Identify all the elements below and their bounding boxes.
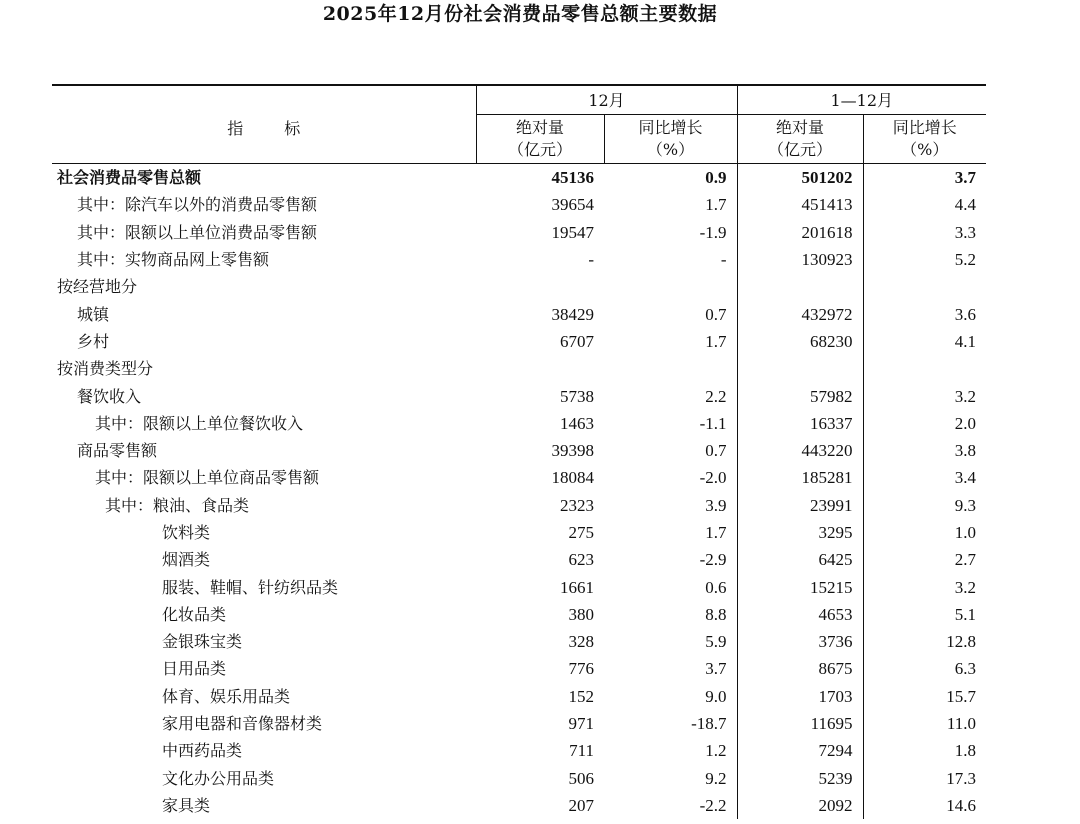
row-label: 家用电器和音像器材类 [162,714,323,734]
ytd-abs-value: 3736 [737,628,863,655]
ytd-abs-value: 432972 [737,300,863,327]
month-yoy-value [604,273,737,300]
ytd-abs-value: 1703 [737,683,863,710]
row-label: 烟酒类 [162,550,211,570]
month-abs-value: 5738 [560,386,594,406]
table-row [52,273,986,300]
ytd-abs-value: 7294 [737,737,863,764]
month-abs-value: 971 [568,714,594,734]
row-label: 化妆品类 [162,604,227,624]
month-abs-value [476,355,604,382]
month-abs-value: 45136 [551,168,594,188]
ytd-yoy-value: 2.0 [954,413,977,433]
ytd-abs-value: 5239 [737,765,863,792]
table-row [52,246,986,273]
ytd-abs-value: 4653 [737,601,863,628]
month-yoy-value: 1.7 [604,328,737,355]
month-yoy-value: 1.2 [604,737,737,764]
month-yoy-value: 1.7 [604,519,737,546]
ytd-yoy-value: 14.6 [946,795,977,815]
ytd-abs-value: 130923 [737,246,863,273]
ytd-yoy-value: 3.3 [954,222,977,242]
table-row [52,492,986,519]
row-label: 餐饮收入 [77,386,142,406]
month-abs-value: 380 [568,604,594,624]
ytd-yoy-value: 3.4 [954,468,977,488]
month-abs-value: 776 [568,659,594,679]
ytd-abs-value: 16337 [737,410,863,437]
month-abs-value: 1463 [560,413,594,433]
page-title: 2025年12月份社会消费品零售总额主要数据 [322,3,718,25]
month-yoy-header-line1: 同比增长 [638,118,703,137]
month-abs-value: 152 [568,686,594,706]
ytd-abs-value: 15215 [737,573,863,600]
row-label: 按经营地分 [57,277,138,297]
ytd-yoy-value: 6.3 [954,659,977,679]
ytd-yoy-value: 2.7 [954,550,977,570]
row-label: 其中：实物商品网上零售额 [77,250,270,270]
ytd-yoy-value: 17.3 [946,768,977,788]
row-label: 其中：除汽车以外的消费品零售额 [77,195,318,215]
month-abs-value: 6707 [560,331,594,351]
ytd-abs-value: 57982 [737,382,863,409]
month-abs-value: 328 [568,632,594,652]
ytd-abs-value: 185281 [737,464,863,491]
table-row [52,219,986,246]
row-label: 体育、娱乐用品类 [162,686,291,706]
ytd-yoy-header-line2: （%） [901,140,949,159]
indicator-header: 指 标 [52,85,476,164]
ytd-yoy-value [863,355,986,382]
month-yoy-value: 0.7 [604,300,737,327]
month-abs-value: 506 [568,768,594,788]
ytd-yoy-header-line1: 同比增长 [892,118,957,137]
row-label: 社会消费品零售总额 [57,168,202,188]
row-label: 其中：粮油、食品类 [105,495,250,515]
row-label: 文化办公用品类 [162,768,275,788]
retail-sales-table [52,84,986,819]
month-yoy-value: 9.2 [604,765,737,792]
ytd-yoy-value: 4.1 [954,331,977,351]
month-abs-value: 18084 [551,468,594,488]
ytd-abs-value: 6425 [737,546,863,573]
row-label: 商品零售额 [77,441,158,461]
ytd-group-header: 1—12月 [737,85,986,115]
table-row [52,601,986,628]
month-yoy-value: 3.9 [604,492,737,519]
table-row [52,737,986,764]
month-yoy-value: - [604,246,737,273]
ytd-abs-header-line2: （亿元） [767,140,832,159]
ytd-abs-value: 201618 [737,219,863,246]
month-abs-value: 39654 [551,195,594,215]
ytd-yoy-value: 11.0 [946,714,977,734]
month-group-header: 12月 [476,85,737,115]
ytd-abs-header-line1: 绝对量 [775,118,824,137]
row-label: 金银珠宝类 [162,632,243,652]
ytd-yoy-value: 1.8 [954,741,977,761]
row-label: 乡村 [77,331,110,351]
table-row [52,683,986,710]
month-yoy-value: 5.9 [604,628,737,655]
table-header-row [52,85,986,115]
month-abs-value: 2323 [560,495,594,515]
row-label: 中西药品类 [162,741,243,761]
month-yoy-value: 3.7 [604,655,737,682]
ytd-yoy-value: 5.1 [954,604,977,624]
row-label: 日用品类 [162,659,227,679]
row-label: 按消费类型分 [57,359,154,379]
row-label: 其中：限额以上单位消费品零售额 [77,222,318,242]
table-row [52,191,986,218]
ytd-abs-value: 11695 [737,710,863,737]
row-label: 其中：限额以上单位餐饮收入 [95,413,304,433]
table-row [52,437,986,464]
month-yoy-value: 8.8 [604,601,737,628]
table-row [52,410,986,437]
table-row [52,546,986,573]
month-yoy-value: 9.0 [604,683,737,710]
ytd-abs-value: 451413 [737,191,863,218]
table-row [52,328,986,355]
table-row [52,464,986,491]
month-abs-value: 623 [568,550,594,570]
table-row [52,710,986,737]
row-label: 家具类 [162,795,211,815]
table-row [52,765,986,792]
table-row [52,300,986,327]
month-yoy-value: -18.7 [604,710,737,737]
table-row [52,382,986,409]
ytd-yoy-value: 1.0 [954,523,977,542]
ytd-yoy-value: 9.3 [954,495,977,515]
month-yoy-value: 0.6 [604,573,737,600]
table-body [52,164,986,820]
ytd-yoy-value: 5.2 [954,250,977,270]
month-yoy-value: 0.9 [604,164,737,192]
month-abs-header-line1: 绝对量 [515,118,564,137]
row-label: 饮料类 [162,523,211,542]
ytd-yoy-value: 4.4 [954,195,977,215]
ytd-abs-header [737,115,863,164]
month-abs-value: - [588,250,594,270]
ytd-abs-value: 443220 [737,437,863,464]
month-abs-value: 1661 [560,577,594,597]
month-yoy-value: -1.9 [604,219,737,246]
table-row [52,628,986,655]
month-yoy-value: 2.2 [604,382,737,409]
ytd-abs-value: 68230 [737,328,863,355]
month-abs-value [476,273,604,300]
ytd-abs-value: 23991 [737,492,863,519]
month-yoy-header [604,115,737,164]
month-yoy-value: -2.9 [604,546,737,573]
month-abs-header-line2: （亿元） [507,140,572,159]
ytd-yoy-value: 12.8 [946,632,977,652]
row-label: 服装、鞋帽、针纺织品类 [162,577,339,597]
ytd-yoy-value: 3.7 [954,168,977,188]
month-yoy-value: -2.0 [604,464,737,491]
table-row [52,164,986,192]
month-abs-header [476,115,604,164]
month-abs-value: 711 [569,741,594,761]
month-abs-value: 39398 [551,441,594,461]
ytd-yoy-value: 3.2 [954,386,977,406]
table-row [52,519,986,546]
month-yoy-value: -2.2 [604,792,737,819]
table-row [52,792,986,819]
ytd-abs-value [737,355,863,382]
ytd-yoy-header [863,115,986,164]
ytd-abs-value [737,273,863,300]
month-abs-value: 38429 [551,304,594,324]
ytd-yoy-value [863,273,986,300]
ytd-abs-value: 3295 [737,519,863,546]
ytd-yoy-value: 3.8 [954,441,977,461]
ytd-yoy-value: 3.2 [954,577,977,597]
table-row [52,573,986,600]
table-row [52,655,986,682]
table-row [52,355,986,382]
month-yoy-value [604,355,737,382]
ytd-abs-value: 2092 [737,792,863,819]
row-label: 城镇 [77,304,110,324]
ytd-abs-value: 8675 [737,655,863,682]
ytd-yoy-value: 15.7 [946,686,977,706]
month-yoy-header-line2: （%） [646,140,695,159]
month-abs-value: 275 [568,523,594,542]
month-abs-value: 19547 [551,222,594,242]
month-abs-value: 207 [568,795,594,815]
month-yoy-value: 0.7 [604,437,737,464]
ytd-yoy-value: 3.6 [954,304,977,324]
month-yoy-value: 1.7 [604,191,737,218]
month-yoy-value: -1.1 [604,410,737,437]
ytd-abs-value: 501202 [737,164,863,192]
row-label: 其中：限额以上单位商品零售额 [95,468,320,488]
